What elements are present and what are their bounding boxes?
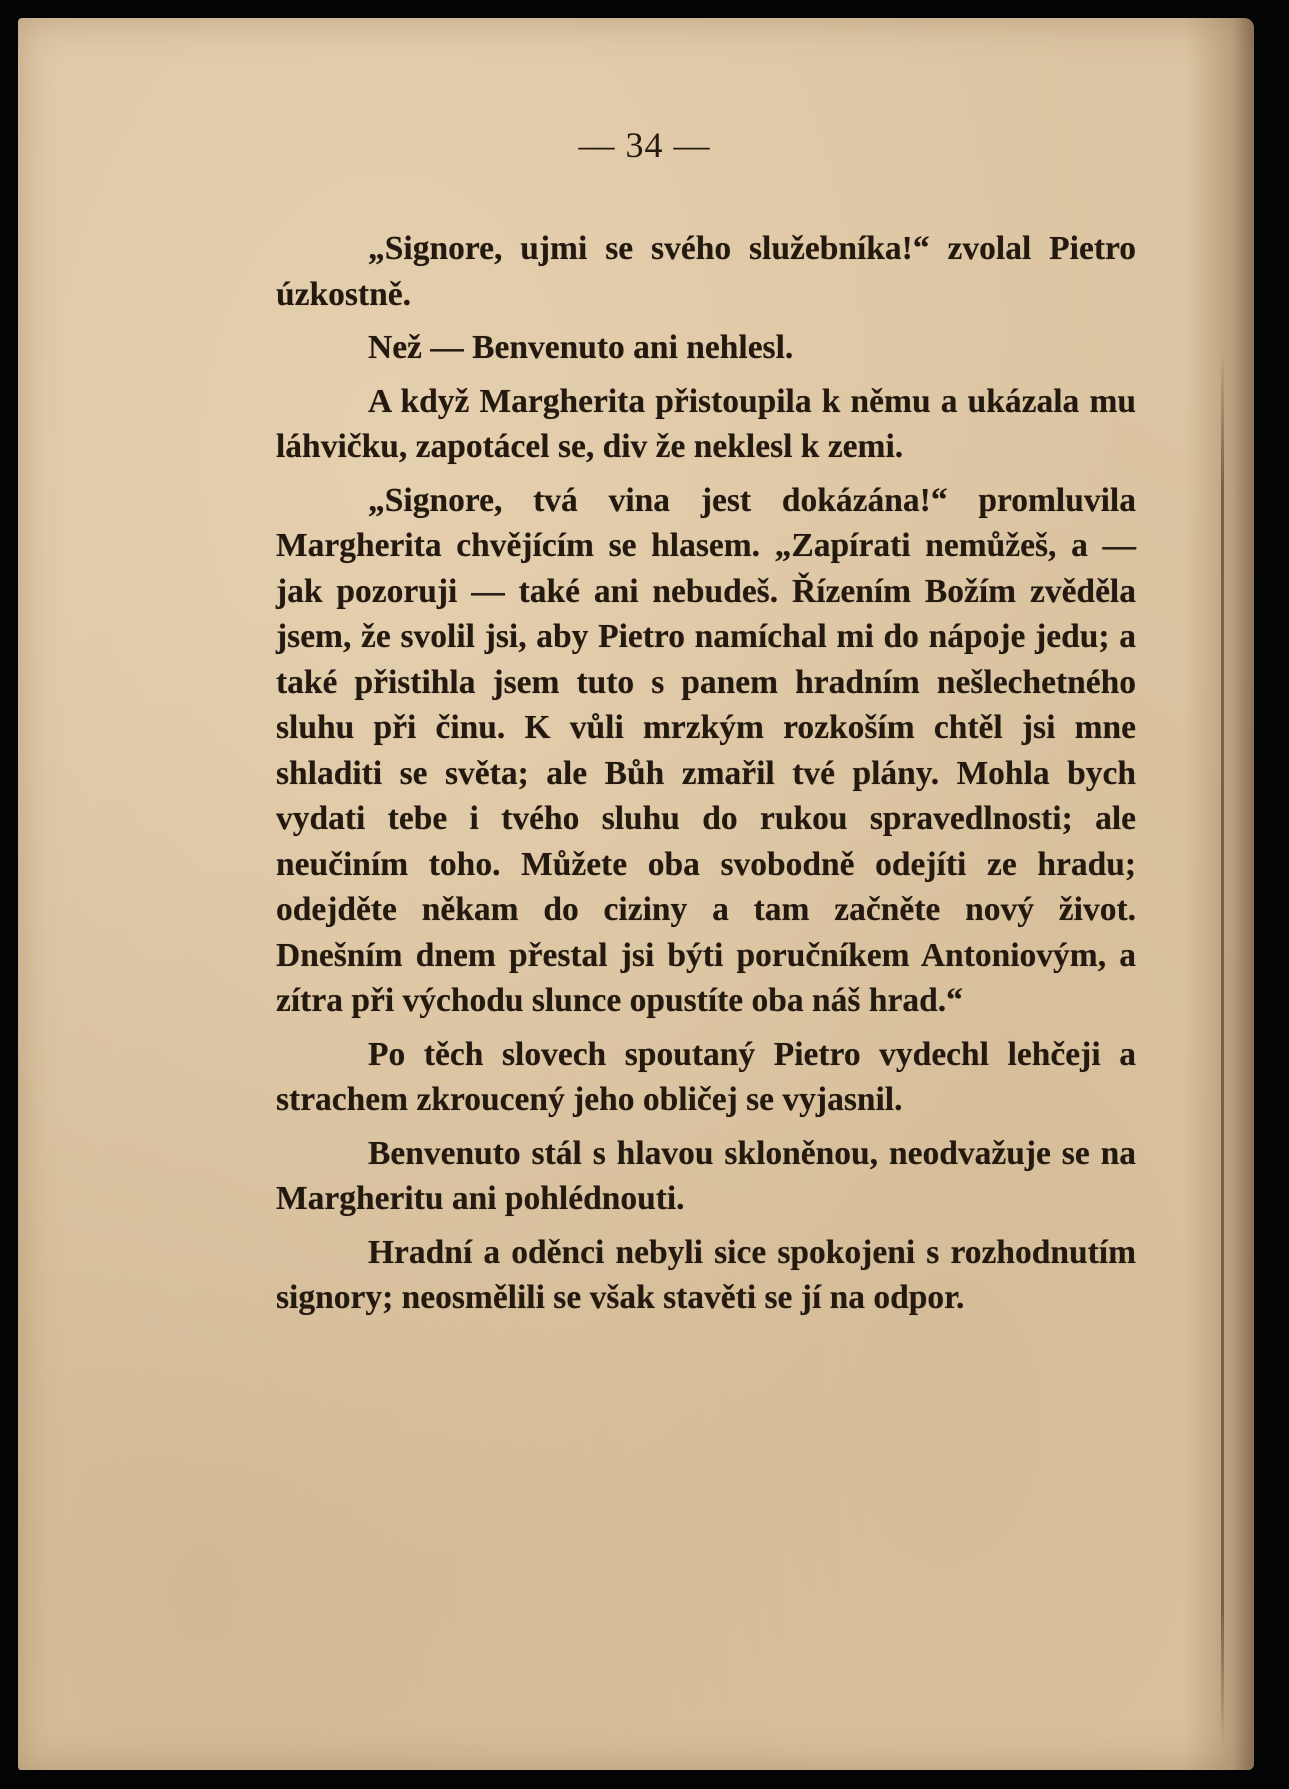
paragraph: Po těch slovech spoutaný Pietro vydechl lehčeji a strachem zkroucený jeho obličej se vyjasnil. bbox=[276, 1035, 1136, 1118]
paragraph: „Signore, tvá vina jest dokázána!“ promluvila Margherita chvějícím se hlasem. „Zapírati nemůžeš, a — jak pozoruji — také ani nebudeš. Řízením Božím zvěděla jsem, že svolil jsi, aby Pietro namíchal mi do nápoje jedu; a také přistihla jsem tuto s panem hradním nešlechetného sluhu při činu. K vůli mrzkým rozkoším chtěl jsi mne shladiti se světa; ale Bůh zmařil tvé plány. Mohla bych vydati tebe i tvého sluhu do rukou spravedlnosti; ale neučiním toho. Můžete oba svobodně odejíti ze hradu; odejděte někam do ciziny a tam začněte nový život. Dnešním dnem přestal jsi býti poručníkem Antoniovým, a zítra při východu slunce opustíte oba náš hrad.“ bbox=[276, 481, 1136, 1019]
paragraph: Než — Benvenuto ani nehlesl. bbox=[368, 329, 794, 366]
page-gutter-shadow bbox=[1221, 348, 1224, 1748]
paragraph: „Signore, ujmi se svého služebníka!“ zvolal Pietro úzkostně. bbox=[276, 230, 1136, 313]
paragraph: Benvenuto stál s hlavou skloněnou, neodvažuje se na Margheritu ani pohlédnouti. bbox=[276, 1134, 1136, 1217]
page-body-text bbox=[276, 226, 1136, 1321]
paragraph: A když Margherita přistoupila k němu a ukázala mu láhvičku, zapotácel se, div že neklesl k zemi. bbox=[276, 382, 1136, 465]
page-number: — 34 — bbox=[578, 125, 711, 165]
paragraph: Hradní a oděnci nebyli sice spokojeni s rozhodnutím signory; neosmělili se však stavěti se jí na odpor. bbox=[276, 1233, 1136, 1316]
page-torn-edge bbox=[1184, 18, 1254, 1770]
